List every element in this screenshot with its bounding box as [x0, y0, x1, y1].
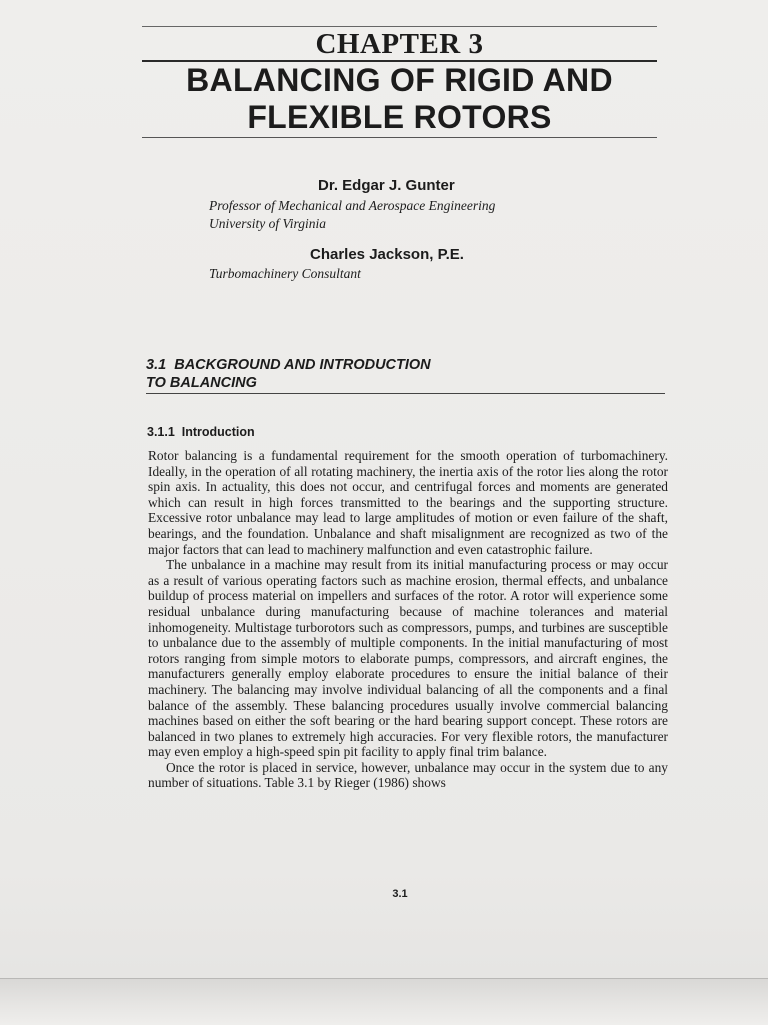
- section-number: 3.1: [146, 357, 167, 373]
- paragraph: Rotor balancing is a fundamental requirement for the smooth operation of turbomachinery. Ideally, in the operation of all rotating machinery, the inertia axis of the rotor lies along the rotor spin axis. In actuality, this does not occur, and centrifugal forces and moments are generated which can result in high forces transmitted to the bearings and the supporting structure. Excessive rotor unbalance may lead to large amplitudes of motion or even failure of the shaft, bearings, and the foundation. Unbalance and shaft misalignment are recognized as two of the major factors that can lead to machinery malfunction and even catastrophic failure.: [148, 448, 668, 557]
- chapter-title-line-1: BALANCING OF RIGID AND: [186, 62, 613, 98]
- author-affiliation-2: [209, 265, 361, 283]
- subsection-title: Introduction: [181, 425, 255, 439]
- chapter-title-line-2: FLEXIBLE ROTORS: [247, 99, 552, 135]
- affiliation-line: Turbomachinery Consultant: [209, 266, 361, 281]
- author-name-1: Dr. Edgar J. Gunter: [318, 177, 455, 194]
- affiliation-line: Professor of Mechanical and Aerospace Engineering: [209, 198, 496, 213]
- section-heading-line-2: TO BALANCING: [146, 375, 257, 391]
- paragraph: The unbalance in a machine may result from its initial manufacturing process or may occur as a result of various operating factors such as machine erosion, thermal effects, and unbalance buildup of process material on impellers and surfaces of the rotor. A rotor will experience some residual unbalance during manufacturing because of machine tolerances and material inhomogeneity. Multistage turborotors such as compressors, pumps, and turbines are susceptible to unbalance due to the assembly of multiple components. In the initial manufacturing of most rotors ranging from simple motors to elaborate pumps, compressors, and aircraft engines, the manufacturers generally employ elaborate procedures to ensure the initial balance of their machinery. The balancing may involve individual balancing of all the components and a final balance of the assembly. These balancing procedures usually involve commercial balancing machines based on either the soft bearing or the hard bearing support concept. These rotors are balanced in two planes to extremely high accuracies. For very flexible rotors, the manufacturer may even employ a high-speed spin pit facility to apply final trim balance.: [148, 557, 668, 760]
- chapter-label: CHAPTER 3: [315, 28, 484, 60]
- section-heading-line-1: [146, 356, 506, 374]
- chapter-title: [142, 62, 657, 136]
- section-rule: [146, 393, 665, 394]
- author-affiliation-1: [209, 197, 495, 233]
- paragraph: Once the rotor is placed in service, however, unbalance may occur in the system due to any number of situations. Table 3.1 by Rieger (1986) shows: [148, 759, 668, 791]
- body-text: [148, 448, 668, 791]
- page-number: 3.1: [392, 888, 408, 900]
- section-heading: [146, 356, 506, 392]
- affiliation-line: University of Virginia: [209, 216, 326, 231]
- subsection-heading: [147, 425, 255, 439]
- scan-bottom-edge: [0, 978, 768, 1025]
- author-name-2: Charles Jackson, P.E.: [310, 246, 464, 263]
- subsection-number: 3.1.1: [147, 425, 175, 439]
- section-title: BACKGROUND AND INTRODUCTION: [174, 357, 431, 373]
- title-rule: [142, 137, 657, 138]
